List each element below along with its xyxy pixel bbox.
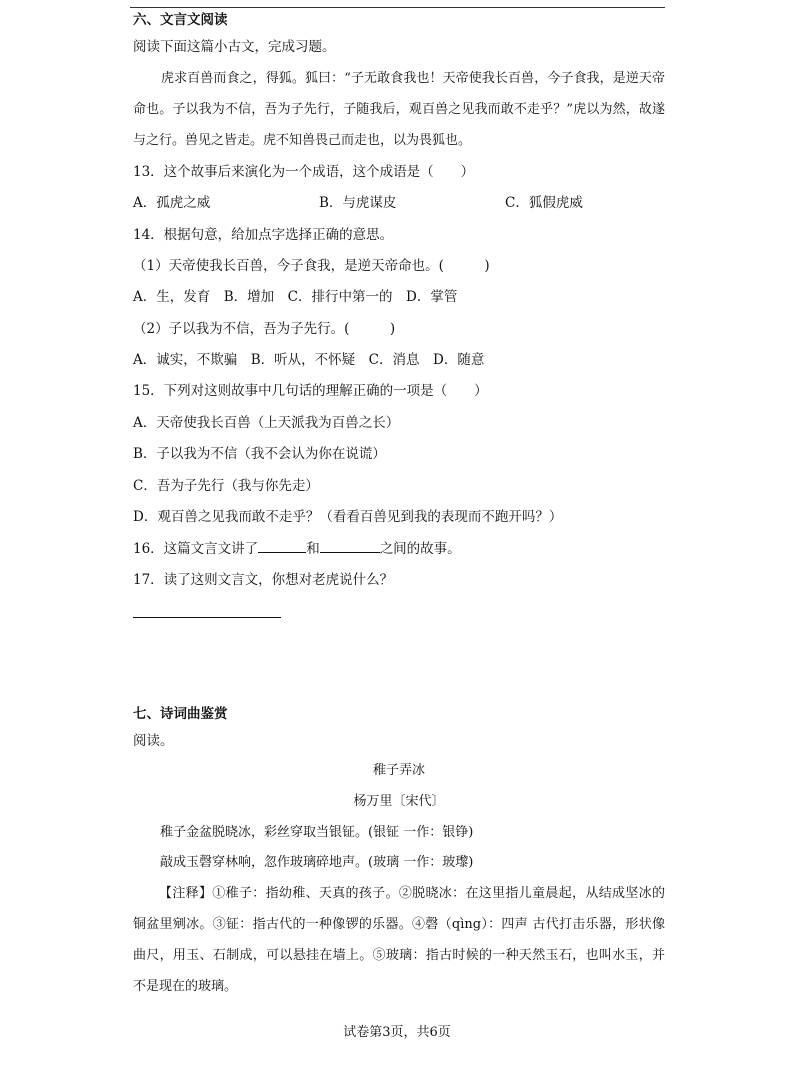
q13-option-c: C．狐假虎威 bbox=[505, 195, 583, 211]
q16-stem bbox=[133, 538, 461, 559]
q13-option-a: A．孤虎之威 bbox=[133, 195, 211, 211]
poem-line-2: 敲成玉磬穿林响，忽作玻璃碎地声。(玻璃 一作：玻瓈) bbox=[160, 855, 474, 870]
q15-option-d: D．观百兽之见我而敢不走乎？（看看百兽见到我的表现而不跑开吗？） bbox=[133, 509, 563, 525]
q15-option-a: A．天帝使我长百兽（上天派我为百兽之长） bbox=[133, 415, 400, 431]
q16-blank-1[interactable] bbox=[258, 538, 306, 553]
q14-sub2: （2）子以我为不信，吾为子先行。( ) bbox=[133, 321, 396, 337]
q13-stem: 13．这个故事后来演化为一个成语，这个成语是（ ） bbox=[133, 164, 475, 180]
q13-option-b: B．与虎谋皮 bbox=[319, 195, 397, 211]
section7-instruction: 阅读。 bbox=[133, 733, 174, 749]
section6-instruction: 阅读下面这篇小古文，完成习题。 bbox=[133, 39, 336, 55]
q15-stem: 15．下列对这则故事中几句话的理解正确的一项是（ ） bbox=[133, 383, 488, 399]
q14-sub1-options: A．生，发育 B．增加 C．排行中第一的 D．掌管 bbox=[133, 289, 458, 305]
poem-line-1: 稚子金盆脱晓冰，彩丝穿取当银钲。(银钲 一作：银铮) bbox=[160, 825, 474, 840]
poem-title: 稚子弄冰 bbox=[372, 763, 425, 778]
section6-title: 六、文言文阅读 bbox=[133, 12, 228, 28]
q15-option-b: B．子以我为不信（我不会认为你在说谎） bbox=[133, 446, 386, 462]
poem-author: 杨万里〔宋代〕 bbox=[353, 794, 445, 809]
q16-blank-2[interactable] bbox=[320, 538, 380, 553]
q17-answer-line[interactable] bbox=[133, 617, 281, 618]
top-divider bbox=[130, 7, 665, 8]
q16-prefix: 16．这篇文言文讲了 bbox=[133, 541, 259, 557]
q14-stem: 14．根据句意，给加点字选择正确的意思。 bbox=[133, 227, 394, 243]
page-footer: 试卷第3页，共6页 bbox=[343, 1025, 451, 1040]
q16-suffix: 之间的故事。 bbox=[379, 541, 461, 557]
q16-middle: 和 bbox=[306, 541, 320, 557]
q15-option-c: C．吾为子先行（我与你先走） bbox=[133, 478, 319, 494]
poem-notes: 【注释】①稚子：指幼稚、天真的孩子。②脱晓冰：在这里指儿童晨起，从结成坚冰的铜盆里剜冰。③钲：指古代的一种像锣的乐器。④磬（qìng）：四声 古代打击乐器，形状像曲尺，用玉、石制成，可以悬挂在墙上。⑤玻璃：指古时候的一种天然玉石，也叫水玉，并不是现在的玻璃。 bbox=[133, 886, 665, 994]
q17-stem: 17．读了这则文言文，你想对老虎说什么？ bbox=[133, 572, 394, 588]
q14-sub2-options: A．诚实，不欺骗 B．听从，不怀疑 C．消息 D．随意 bbox=[133, 352, 485, 368]
classical-passage: 虎求百兽而食之，得狐。狐曰：“子无敢食我也！天帝使我长百兽，今子食我，是逆天帝命也。子以我为不信，吾为子先行，子随我后，观百兽之见我而敢不走乎？”虎以为然，故遂与之行。兽见之皆走。虎不知兽畏己而走也，以为畏狐也。 bbox=[133, 71, 665, 148]
q14-sub1: （1）天帝使我长百兽，今子食我，是逆天帝命也。( ) bbox=[133, 258, 490, 274]
section7-title: 七、诗词曲鉴赏 bbox=[133, 706, 228, 722]
